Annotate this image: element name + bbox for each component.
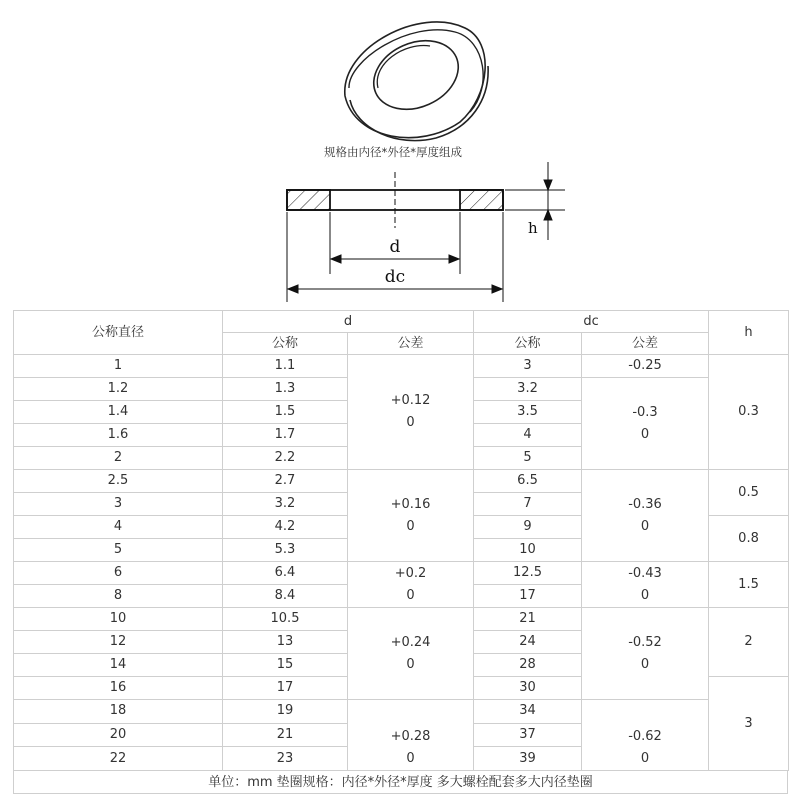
d-tolerance-cell — [348, 562, 474, 608]
d-nominal-cell: 19 — [223, 700, 348, 724]
dc-nominal-cell: 34 — [474, 700, 582, 724]
d-nominal-cell: 4.2 — [223, 516, 348, 539]
footer-note: 单位：mm 垫圈规格：内径*外径*厚度 多大螺栓配套多大内径垫圈 — [13, 770, 788, 794]
dc-nominal-cell: 3 — [474, 355, 582, 378]
h-cell: 0.3 — [709, 355, 789, 470]
header-dc: dc — [474, 311, 709, 333]
dc-nominal-cell: 3.5 — [474, 401, 582, 424]
d-nominal-cell: 17 — [223, 677, 348, 700]
nominal-diameter-cell: 8 — [14, 585, 223, 608]
h-cell: 0.5 — [709, 470, 789, 516]
d-nominal-cell: 2.2 — [223, 447, 348, 470]
nominal-diameter-cell: 10 — [14, 608, 223, 631]
d-label: d — [389, 237, 401, 257]
d-nominal-cell: 5.3 — [223, 539, 348, 562]
d-nominal-cell: 1.1 — [223, 355, 348, 378]
nominal-diameter-cell: 12 — [14, 631, 223, 654]
header-dc-nominal: 公称 — [474, 333, 582, 355]
d-tolerance-upper: +0.2 — [394, 565, 427, 581]
dc-tolerance-cell — [582, 608, 709, 700]
dc-nominal-cell: 24 — [474, 631, 582, 654]
d-tolerance-cell — [348, 608, 474, 700]
dc-dimension — [287, 212, 503, 302]
header-dc-tolerance: 公差 — [582, 333, 709, 355]
dc-tolerance-lower: 0 — [640, 426, 650, 442]
washer-drawing — [0, 0, 800, 310]
h-cell: 2 — [709, 608, 789, 677]
dc-tolerance-lower: 0 — [640, 587, 650, 603]
header-nominal-diameter: 公称直径 — [14, 311, 223, 355]
table-row — [14, 700, 789, 724]
d-nominal-cell: 13 — [223, 631, 348, 654]
dc-nominal-cell: 30 — [474, 677, 582, 700]
d-nominal-cell: 2.7 — [223, 470, 348, 493]
nominal-diameter-cell: 20 — [14, 723, 223, 747]
dc-tolerance-cell — [582, 700, 709, 771]
d-nominal-cell: 23 — [223, 747, 348, 771]
dc-nominal-cell: 9 — [474, 516, 582, 539]
dc-tolerance-cell: -0.25 — [582, 355, 709, 378]
table-row — [14, 470, 789, 493]
d-tolerance-lower: 0 — [406, 751, 415, 766]
header-d-nominal: 公称 — [223, 333, 348, 355]
dc-label: dc — [384, 267, 406, 287]
dc-tolerance-upper: -0.36 — [628, 496, 662, 512]
dc-nominal-cell: 5 — [474, 447, 582, 470]
nominal-diameter-cell: 14 — [14, 654, 223, 677]
nominal-diameter-cell: 6 — [14, 562, 223, 585]
table-row — [14, 562, 789, 585]
nominal-diameter-cell: 16 — [14, 677, 223, 700]
header-d-tolerance: 公差 — [348, 333, 474, 355]
header-h: h — [709, 311, 789, 355]
dc-nominal-cell: 17 — [474, 585, 582, 608]
dc-nominal-cell: 21 — [474, 608, 582, 631]
nominal-diameter-cell: 22 — [14, 747, 223, 771]
dc-tolerance-cell — [582, 470, 709, 562]
nominal-diameter-cell: 5 — [14, 539, 223, 562]
dc-tolerance-lower: 0 — [640, 751, 650, 766]
d-nominal-cell: 15 — [223, 654, 348, 677]
d-nominal-cell: 10.5 — [223, 608, 348, 631]
washer-cross-section — [287, 172, 503, 228]
dc-tolerance-cell — [582, 378, 709, 470]
dc-tolerance-cell — [582, 562, 709, 608]
nominal-diameter-cell: 1.2 — [14, 378, 223, 401]
dc-nominal-cell: 3.2 — [474, 378, 582, 401]
dc-tolerance-lower: 0 — [640, 518, 650, 534]
d-tolerance-cell — [348, 355, 474, 470]
d-tolerance-upper: +0.16 — [390, 496, 431, 512]
h-cell: 0.8 — [709, 516, 789, 562]
d-nominal-cell: 21 — [223, 723, 348, 747]
nominal-diameter-cell: 2.5 — [14, 470, 223, 493]
d-tolerance-lower: 0 — [406, 587, 415, 603]
table-row — [14, 355, 789, 378]
dc-nominal-cell: 39 — [474, 747, 582, 771]
drawing-caption: 规格由内径*外径*厚度组成 — [324, 145, 462, 159]
dc-nominal-cell: 28 — [474, 654, 582, 677]
d-tolerance-upper: +0.28 — [390, 729, 431, 744]
nominal-diameter-cell: 1.6 — [14, 424, 223, 447]
d-tolerance-cell — [348, 700, 474, 771]
table-row — [14, 608, 789, 631]
d-nominal-cell: 1.7 — [223, 424, 348, 447]
dc-tolerance-lower: 0 — [640, 656, 650, 672]
d-tolerance-upper: +0.12 — [390, 393, 431, 408]
header-d: d — [223, 311, 474, 333]
dc-nominal-cell: 12.5 — [474, 562, 582, 585]
dc-tolerance-upper: -0.3 — [632, 404, 658, 420]
dc-nominal-cell: 37 — [474, 723, 582, 747]
d-nominal-cell: 1.3 — [223, 378, 348, 401]
d-nominal-cell: 1.5 — [223, 401, 348, 424]
table-header-row — [14, 311, 789, 333]
dc-nominal-cell: 10 — [474, 539, 582, 562]
nominal-diameter-cell: 1.4 — [14, 401, 223, 424]
washer-spec-table — [13, 310, 789, 771]
d-nominal-cell: 3.2 — [223, 493, 348, 516]
d-nominal-cell: 6.4 — [223, 562, 348, 585]
d-tolerance-lower: 0 — [406, 415, 415, 430]
nominal-diameter-cell: 2 — [14, 447, 223, 470]
d-tolerance-lower: 0 — [406, 656, 415, 672]
nominal-diameter-cell: 3 — [14, 493, 223, 516]
d-nominal-cell: 8.4 — [223, 585, 348, 608]
dc-tolerance-upper: -0.62 — [628, 729, 662, 744]
h-cell: 1.5 — [709, 562, 789, 608]
dc-tolerance-upper: -0.52 — [628, 634, 662, 650]
dc-nominal-cell: 6.5 — [474, 470, 582, 493]
h-label: h — [528, 219, 538, 237]
h-cell: 3 — [709, 677, 789, 771]
nominal-diameter-cell: 1 — [14, 355, 223, 378]
nominal-diameter-cell: 18 — [14, 700, 223, 724]
d-tolerance-upper: +0.24 — [390, 634, 431, 650]
d-tolerance-cell — [348, 470, 474, 562]
washer-3d-view — [345, 22, 488, 141]
dc-nominal-cell: 7 — [474, 493, 582, 516]
nominal-diameter-cell: 4 — [14, 516, 223, 539]
dc-nominal-cell: 4 — [474, 424, 582, 447]
d-tolerance-lower: 0 — [406, 518, 415, 534]
dc-tolerance-upper: -0.43 — [628, 565, 662, 581]
